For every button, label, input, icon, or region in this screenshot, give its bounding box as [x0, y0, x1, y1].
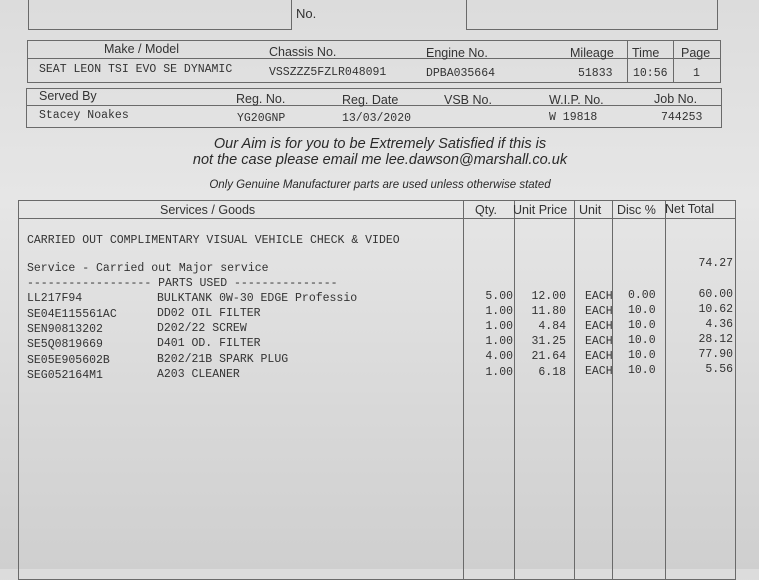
- part-qty: 4.00: [485, 350, 513, 363]
- disc-header: Disc %: [617, 203, 656, 217]
- qty-header: Qty.: [475, 203, 497, 217]
- engine-value: DPBA035664: [426, 67, 496, 80]
- part-unit-price: 31.25: [531, 335, 566, 348]
- part-code: SEN90813202: [27, 323, 103, 336]
- part-unit-price: 4.84: [538, 320, 566, 333]
- part-unit-price: 6.18: [538, 366, 566, 379]
- col-divider-qty: [463, 200, 464, 580]
- service-total: 74.27: [698, 257, 733, 270]
- order-no-label: No.: [296, 6, 317, 21]
- part-discount: 10.0: [628, 334, 656, 347]
- part-description: D401 OD. FILTER: [157, 337, 261, 350]
- part-unit: EACH: [585, 365, 613, 378]
- reg-date-header: Reg. Date: [342, 93, 399, 107]
- wip-no-header: W.I.P. No.: [549, 93, 604, 107]
- job-no-header: Job No.: [654, 92, 698, 106]
- part-discount: 0.00: [628, 289, 656, 302]
- part-qty: 1.00: [485, 305, 513, 318]
- part-unit: EACH: [585, 290, 613, 303]
- part-unit: EACH: [585, 335, 613, 348]
- part-description: BULKTANK 0W-30 EDGE Professio: [157, 292, 358, 305]
- part-unit: EACH: [585, 350, 613, 363]
- part-code: SE5Q0819669: [27, 338, 103, 351]
- vsb-no-header: VSB No.: [444, 93, 492, 107]
- items-header-divider: [18, 218, 736, 219]
- wip-no-value: W 19818: [549, 111, 598, 124]
- page-value: 1: [693, 67, 700, 80]
- order-box: [291, 0, 463, 30]
- services-goods-header: Services / Goods: [160, 203, 256, 217]
- items-table: [18, 200, 736, 580]
- mileage-header: Mileage: [570, 46, 614, 60]
- chassis-value: VSSZZZ5FZLR048091: [269, 66, 387, 79]
- make-model-value: SEAT LEON TSI EVO SE DYNAMIC: [39, 63, 233, 76]
- service-line: Service - Carried out Major service: [27, 262, 269, 275]
- reg-date-value: 13/03/2020: [342, 112, 412, 125]
- net-total-header: Net Total: [665, 202, 715, 216]
- complimentary-check-line: CARRIED OUT COMPLIMENTARY VISUAL VEHICLE CHECK & VIDEO: [27, 234, 400, 247]
- part-description: D202/22 SCREW: [157, 322, 247, 335]
- reg-no-header: Reg. No.: [236, 92, 286, 106]
- part-description: DD02 OIL FILTER: [157, 307, 261, 320]
- part-description: A203 CLEANER: [157, 368, 240, 381]
- part-code: LL217F94: [27, 292, 83, 305]
- served-by-value: Stacey Noakes: [39, 109, 129, 122]
- part-unit-price: 11.80: [531, 305, 566, 318]
- part-qty: 5.00: [485, 290, 513, 303]
- genuine-parts-notice: Only Genuine Manufacturer parts are used unless otherwise stated: [209, 179, 551, 191]
- satisfaction-notice-line1: Our Aim is for you to be Extremely Satisfied if this is: [213, 136, 547, 152]
- job-no-value: 744253: [661, 111, 703, 124]
- vehicle-header-divider: [27, 58, 721, 59]
- part-discount: 10.0: [628, 304, 656, 317]
- part-discount: 10.0: [628, 319, 656, 332]
- time-value: 10:56: [633, 67, 668, 80]
- part-net-total: 77.90: [698, 348, 733, 361]
- engine-header: Engine No.: [426, 46, 488, 60]
- part-net-total: 10.62: [698, 303, 733, 316]
- col-divider-unit: [574, 200, 575, 580]
- vehicle-divider-time: [627, 40, 628, 83]
- part-code: SE04E115561AC: [27, 308, 117, 321]
- mileage-value: 51833: [578, 67, 613, 80]
- part-net-total: 5.56: [705, 363, 733, 376]
- top-right-box: [466, 0, 718, 30]
- part-qty: 1.00: [485, 320, 513, 333]
- page-header: Page: [681, 46, 711, 60]
- chassis-header: Chassis No.: [269, 45, 337, 59]
- part-unit-price: 21.64: [531, 350, 566, 363]
- part-net-total: 60.00: [698, 288, 733, 301]
- part-qty: 1.00: [485, 366, 513, 379]
- part-net-total: 28.12: [698, 333, 733, 346]
- col-divider-disc: [612, 200, 613, 580]
- part-net-total: 4.36: [705, 318, 733, 331]
- part-description: B202/21B SPARK PLUG: [157, 353, 289, 366]
- parts-used-divider: ------------------ PARTS USED ---------------: [27, 277, 338, 290]
- col-divider-net: [665, 200, 666, 580]
- satisfaction-notice-line2: not the case please email me lee.dawson@marshall.co.uk: [192, 152, 568, 168]
- part-qty: 1.00: [485, 335, 513, 348]
- part-unit: EACH: [585, 305, 613, 318]
- unit-price-header: Unit Price: [513, 203, 568, 217]
- part-discount: 10.0: [628, 349, 656, 362]
- time-header: Time: [632, 46, 660, 60]
- part-code: SE05E905602B: [27, 354, 110, 367]
- served-by-header: Served By: [39, 89, 97, 103]
- vehicle-divider-page: [673, 40, 674, 83]
- part-unit: EACH: [585, 320, 613, 333]
- top-left-box: [28, 0, 292, 30]
- col-divider-price: [514, 200, 515, 580]
- part-discount: 10.0: [628, 364, 656, 377]
- part-code: SEG052164M1: [27, 369, 103, 382]
- reg-no-value: YG20GNP: [237, 112, 286, 125]
- unit-header: Unit: [579, 203, 602, 217]
- make-model-header: Make / Model: [104, 42, 180, 56]
- part-unit-price: 12.00: [531, 290, 566, 303]
